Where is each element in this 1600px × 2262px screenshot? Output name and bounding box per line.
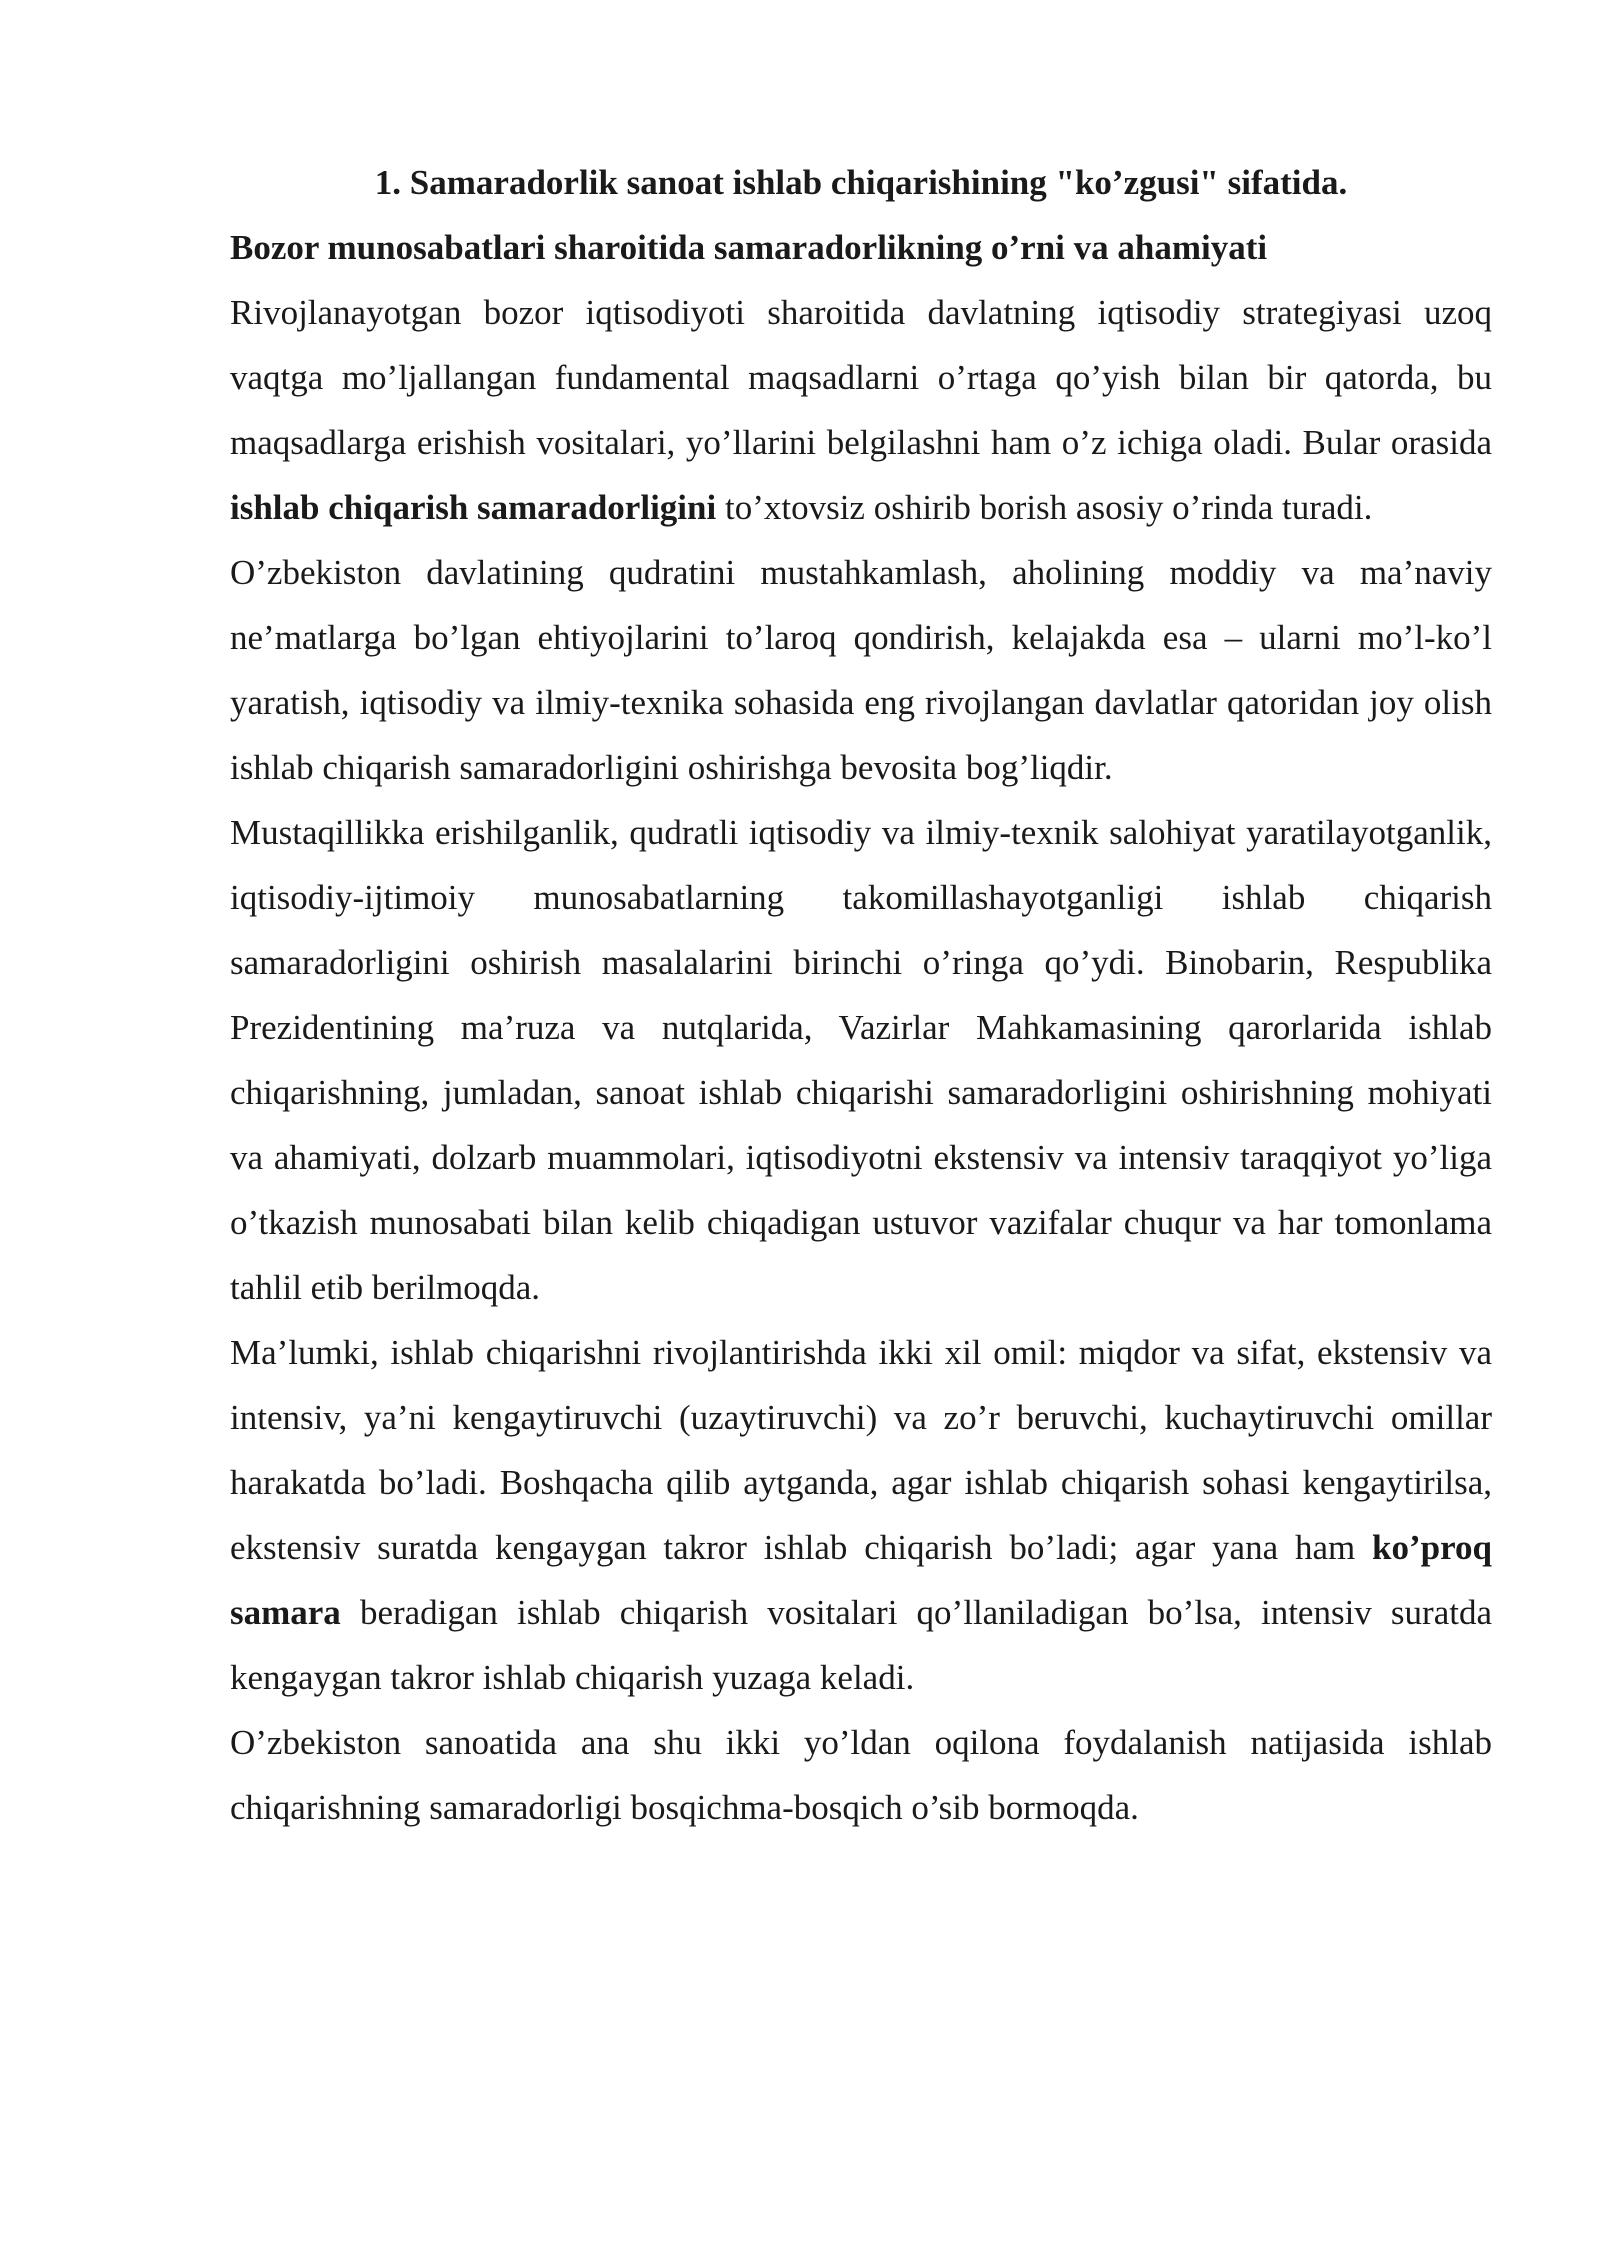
- paragraph-3: Mustaqillikka erishilganlik, qudratli iqtisodiy va ilmiy-texnik salohiyat yaratilayotganlik, iqtisodiy-ijtimoiy munosabatlarning takomillashayotganligi ishlab chiqarish samaradorligini oshirish masalalarini birinchi o’ringa qo’ydi. Binobarin, Respublika Prezidentining ma’ruza va nutqlarida, Vazirlar Mahkamasining qarorlarida ishlab chiqarishning, jumladan, sanoat ishlab chiqarishi samaradorligini oshirishning mohiyati va ahamiyati, dolzarb muammolari, iqtisodiyotni ekstensiv va intensiv taraqqiyot yo’liga o’tkazish munosabati bilan kelib chiqadigan ustuvor vazifalar chuqur va har tomonlama tahlil etib berilmoqda.: [230, 813, 1492, 1307]
- paragraph-4-text-before: Ma’lumki, ishlab chiqarishni rivojlantirishda ikki xil omil: miqdor va sifat, ekstensiv va intensiv, ya’ni kengaytiruvchi (uzaytiruvchi) va zo’r beruvchi, kuchaytiruvchi omillar harakatda bo’ladi. Boshqacha qilib aytganda, agar ishlab chiqarish sohasi kengaytirilsa, ekstensiv suratda kengaygan takror ishlab chiqarish bo’ladi; agar yana ham: [230, 1333, 1492, 1567]
- paragraph-1-text-after: to’xtovsiz oshirib borish asosiy o’rinda turadi.: [716, 488, 1373, 527]
- paragraph-1-bold-phrase: ishlab chiqarish samaradorligini: [230, 488, 717, 527]
- document-title: 1. Samaradorlik sanoat ishlab chiqarishining "ko’zgusi" sifatida.: [374, 163, 1348, 202]
- paragraph-1-text-before: Rivojlanayotgan bozor iqtisodiyoti sharoitida davlatning iqtisodiy strategiyasi uzoq vaqtga mo’ljallangan fundamental maqsadlarni o’rtaga qo’yish bilan bir qatorda, bu maqsadlarga erishish vositalari, yo’llarini belgilashni ham o’z ichiga oladi. Bular orasida: [230, 293, 1492, 462]
- paragraph-4-text-after: beradigan ishlab chiqarish vositalari qo’llaniladigan bo’lsa, intensiv suratda kengaygan takror ishlab chiqarish yuzaga keladi.: [230, 1593, 1492, 1697]
- paragraph-5: O’zbekiston sanoatida ana shu ikki yo’ldan oqilona foydalanish natijasida ishlab chiqarishning samaradorligi bosqichma-bosqich o’sib bormoqda.: [230, 1723, 1492, 1827]
- document-page: [230, 150, 1492, 1840]
- paragraph-2: O’zbekiston davlatining qudratini mustahkamlash, aholining moddiy va ma’naviy ne’matlarga bo’lgan ehtiyojlarini to’laroq qondirish, kelajakda esa – ularni mo’l-ko’l yaratish, iqtisodiy va ilmiy-texnika sohasida eng rivojlangan davlatlar qatoridan joy olish ishlab chiqarish samaradorligini oshirishga bevosita bog’liqdir.: [230, 553, 1492, 787]
- document-subtitle: Bozor munosabatlari sharoitida samaradorlikning o’rni va ahamiyati: [230, 228, 1268, 267]
- paragraph-1: [230, 280, 1492, 540]
- paragraph-4-bold-phrase: ko’proq samara: [230, 1528, 1492, 1632]
- paragraph-4: [230, 1320, 1492, 1710]
